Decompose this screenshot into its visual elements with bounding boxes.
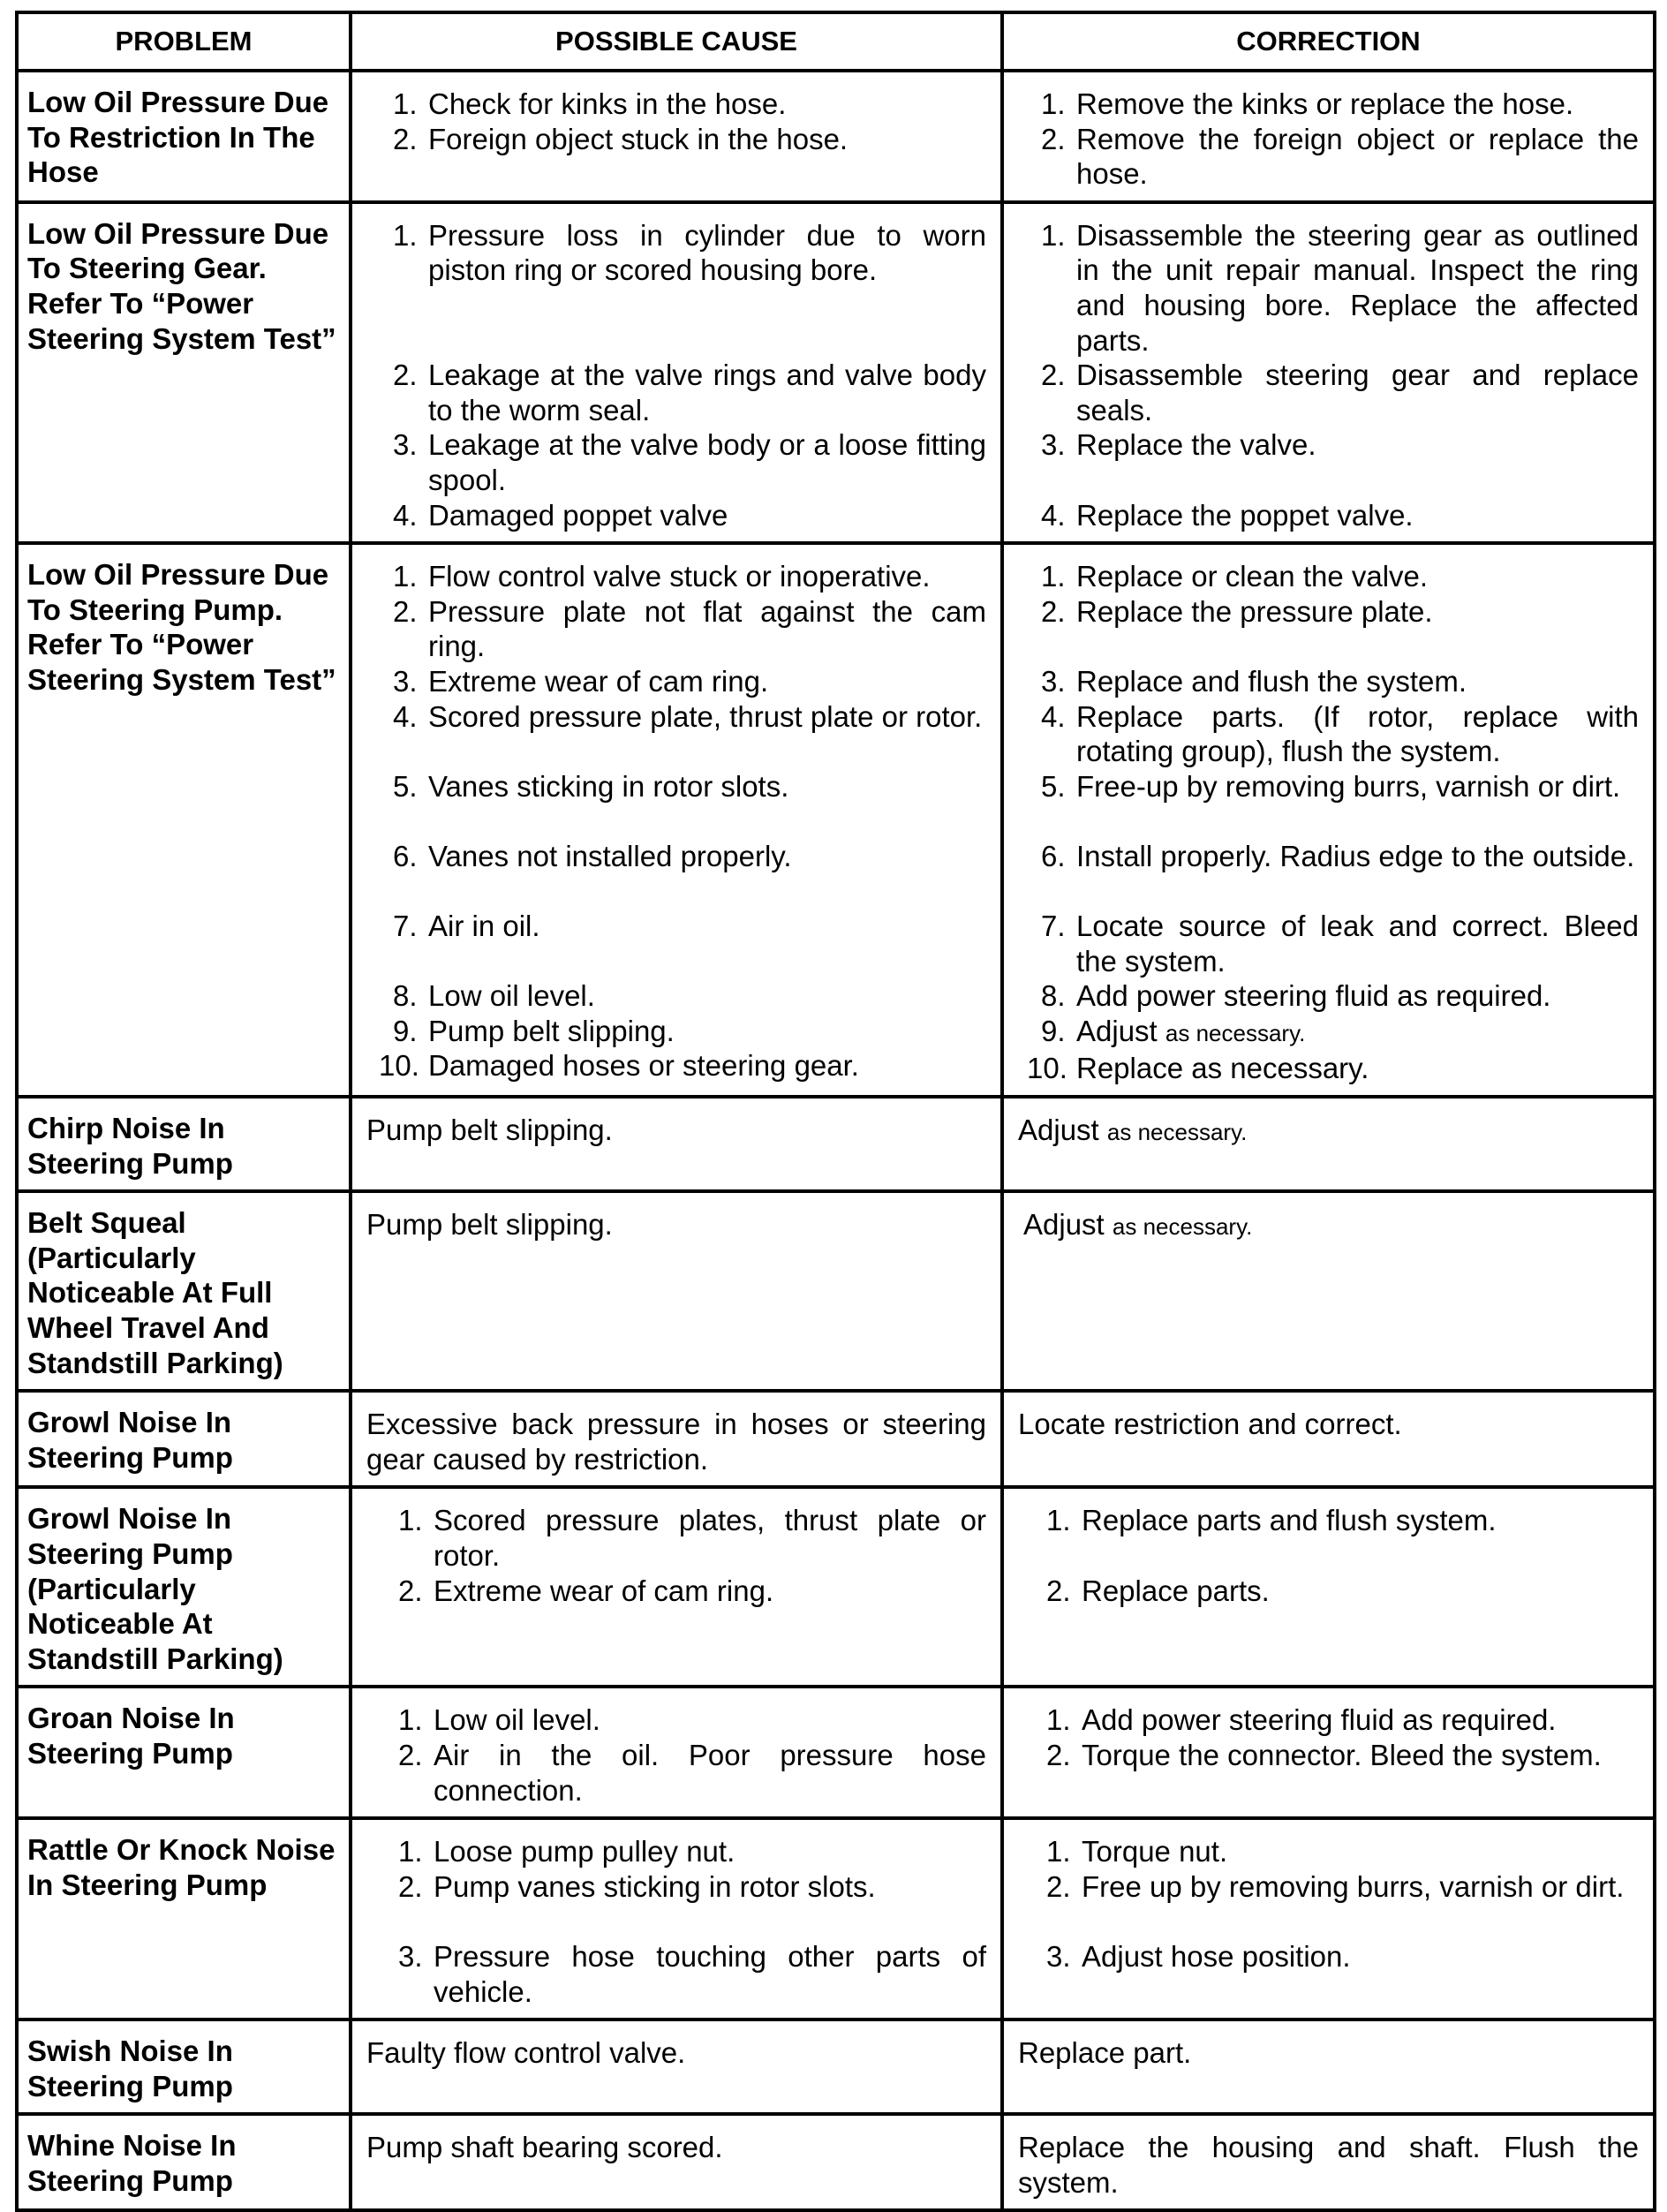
cause-cell	[352, 1489, 1004, 1685]
item-number: 1.	[398, 1703, 423, 1737]
item-number: 4.	[1041, 498, 1066, 532]
header-problem: PROBLEM	[19, 14, 352, 69]
list-item	[393, 218, 986, 358]
cause-text: Pump shaft bearing scored.	[366, 2131, 723, 2164]
cause-cell	[352, 545, 1004, 1095]
item-text: Pressure plate not flat against the cam ring.	[428, 594, 986, 663]
list-item	[393, 699, 986, 769]
list-item	[1027, 1051, 1639, 1086]
item-text: Loose pump pulley nut.	[434, 1835, 735, 1868]
table-row	[19, 1393, 1653, 1489]
cause-text: Faulty flow control valve.	[366, 2036, 686, 2070]
item-text: Low oil level.	[434, 1703, 600, 1737]
list-item	[1041, 699, 1639, 769]
item-number: 3.	[1046, 1939, 1071, 1973]
item-number: 8.	[393, 979, 418, 1013]
list-item	[393, 978, 986, 1014]
list-item	[1041, 909, 1639, 978]
item-text: Flow control valve stuck or inoperative.	[428, 560, 931, 593]
item-text: Replace parts. (If rotor, replace with rotating group), flush the system.	[1076, 699, 1639, 768]
cause-text: Excessive back pressure in hoses or steering gear caused by restriction.	[366, 1408, 986, 1476]
correction-cell	[1004, 2021, 1653, 2112]
item-number: 1.	[393, 560, 418, 593]
item-text: Free up by removing burrs, varnish or dirt.	[1082, 1869, 1625, 1903]
item-number: 1.	[1046, 1703, 1071, 1737]
header-correction: CORRECTION	[1236, 26, 1421, 57]
cause-cell	[352, 1393, 1004, 1485]
item-number: 2.	[393, 122, 418, 155]
table-row	[19, 72, 1653, 204]
correction-cell	[1004, 204, 1653, 541]
troubleshooting-table	[15, 11, 1656, 2212]
table-row	[19, 2116, 1653, 2208]
table-row	[19, 545, 1653, 1098]
correction-text	[1023, 1207, 1639, 1245]
item-number: 5.	[1041, 769, 1066, 803]
cause-text: Pump belt slipping.	[366, 1114, 613, 1147]
correction-text: Locate restriction and correct.	[1018, 1408, 1402, 1441]
table-row	[19, 2021, 1653, 2116]
item-number: 2.	[393, 359, 418, 392]
item-text: Leakage at the valve body or a loose fitting spool.	[428, 428, 986, 496]
problem-cell: Belt Squeal (Particularly Noticeable At Full Wheel Travel And Standstill Parking)	[19, 1193, 352, 1389]
list-item	[393, 664, 986, 699]
item-number: 8.	[1041, 979, 1066, 1013]
item-text: Vanes sticking in rotor slots.	[428, 769, 789, 803]
item-text: Check for kinks in the hose.	[428, 87, 787, 120]
item-number: 2.	[1046, 1738, 1071, 1771]
table-row	[19, 1193, 1653, 1393]
problem-cell: Growl Noise In Steering Pump	[19, 1393, 352, 1485]
list-item	[1046, 1939, 1639, 1974]
list-item	[398, 1702, 986, 1738]
list-item	[1041, 122, 1639, 192]
item-text: Remove the kinks or replace the hose.	[1076, 87, 1574, 120]
problem-cell: Low Oil Pressure Due To Restriction In The Hose	[19, 72, 352, 200]
correction-small: as necessary.	[1112, 1213, 1253, 1241]
item-text: Scored pressure plate, thrust plate or rotor.	[428, 699, 983, 733]
item-text	[1076, 1014, 1639, 1052]
list-item	[393, 909, 986, 978]
item-number: 2.	[1041, 594, 1066, 628]
list-item	[1046, 1574, 1639, 1609]
item-text: Air in the oil. Poor pressure hose connection.	[434, 1738, 986, 1807]
item-text: Disassemble the steering gear as outlined in the unit repair manual. Inspect the ring and housing bore. Replace the affected parts.	[1076, 218, 1639, 357]
cause-cell	[352, 2021, 1004, 2112]
item-text: Extreme wear of cam ring.	[428, 664, 769, 698]
item-text: Replace or clean the valve.	[1076, 560, 1429, 593]
cause-cell	[352, 72, 1004, 200]
item-text: Damaged hoses or steering gear.	[428, 1049, 859, 1083]
list-item	[1041, 839, 1639, 909]
table-row	[19, 204, 1653, 545]
table-row	[19, 1489, 1653, 1688]
item-number: 10.	[1027, 1052, 1067, 1085]
correction-cell	[1004, 1688, 1653, 1816]
item-text: Add power steering fluid as required.	[1082, 1703, 1557, 1737]
item-number: 9.	[1041, 1014, 1066, 1047]
list-item	[1041, 978, 1639, 1014]
correction-cell	[1004, 1193, 1653, 1389]
item-number: 2.	[1041, 359, 1066, 392]
item-text: Remove the foreign object or replace the hose.	[1076, 122, 1639, 191]
problem-cell: Growl Noise In Steering Pump (Particularly Noticeable At Standstill Parking)	[19, 1489, 352, 1685]
item-text: Scored pressure plates, thrust plate or rotor.	[434, 1504, 986, 1572]
cause-cell	[352, 204, 1004, 541]
item-text: Locate source of leak and correct. Bleed the system.	[1076, 910, 1639, 978]
correction-cell	[1004, 2116, 1653, 2208]
item-text: Torque the connector. Bleed the system.	[1082, 1738, 1602, 1771]
list-item	[393, 769, 986, 839]
item-text: Add power steering fluid as required.	[1076, 979, 1551, 1013]
correction-cell	[1004, 545, 1653, 1095]
list-item	[1041, 1014, 1639, 1052]
item-text: Vanes not installed properly.	[428, 839, 792, 872]
item-text: Air in oil.	[428, 910, 540, 943]
item-text: Pressure hose touching other parts of vehicle.	[434, 1939, 986, 2008]
item-number: 9.	[393, 1014, 418, 1047]
correction-cell	[1004, 72, 1653, 200]
item-text: Adjust hose position.	[1082, 1939, 1351, 1973]
correction-cell	[1004, 1098, 1653, 1189]
item-number: 1.	[1041, 218, 1066, 252]
cause-cell	[352, 1820, 1004, 2018]
item-number: 1.	[1046, 1504, 1071, 1537]
list-item	[393, 1014, 986, 1049]
list-item	[398, 1738, 986, 1808]
item-number: 2.	[398, 1738, 423, 1771]
correction-text: Replace part.	[1018, 2036, 1192, 2070]
list-item	[393, 358, 986, 427]
item-number: 1.	[398, 1504, 423, 1537]
item-text: Foreign object stuck in the hose.	[428, 122, 849, 155]
item-number: 1.	[393, 87, 418, 120]
item-text: Replace the valve.	[1076, 428, 1316, 462]
list-item	[1046, 1503, 1639, 1573]
correction-text	[1018, 1113, 1639, 1151]
problem-cell: Low Oil Pressure Due To Steering Pump. Refer To “Power Steering System Test”	[19, 545, 352, 1095]
list-item	[1041, 559, 1639, 594]
problem-cell: Chirp Noise In Steering Pump	[19, 1098, 352, 1189]
list-item	[398, 1503, 986, 1573]
item-number: 1.	[1046, 1835, 1071, 1868]
item-text: Replace and flush the system.	[1076, 664, 1467, 698]
item-text: Install properly. Radius edge to the outside.	[1076, 839, 1635, 872]
item-number: 3.	[1041, 664, 1066, 698]
list-item	[1041, 594, 1639, 664]
list-item	[1046, 1702, 1639, 1738]
cause-cell	[352, 2116, 1004, 2208]
cause-cell	[352, 1688, 1004, 1816]
table-header	[19, 14, 1653, 72]
item-number: 7.	[393, 910, 418, 943]
correction-cell	[1004, 1820, 1653, 2018]
correction-text: Replace the housing and shaft. Flush the system.	[1018, 2131, 1639, 2199]
item-text: Pump vanes sticking in rotor slots.	[434, 1869, 876, 1903]
table-row	[19, 1820, 1653, 2021]
item-number: 4.	[393, 498, 418, 532]
item-number: 2.	[393, 594, 418, 628]
item-number: 7.	[1041, 910, 1066, 943]
problem-cell: Swish Noise In Steering Pump	[19, 2021, 352, 2112]
item-text: Replace parts.	[1082, 1574, 1270, 1607]
list-item	[393, 122, 986, 157]
cause-cell	[352, 1193, 1004, 1389]
correction-main: Adjust	[1018, 1114, 1099, 1147]
item-text: Free-up by removing burrs, varnish or dirt.	[1076, 769, 1621, 803]
list-item	[1046, 1869, 1639, 1939]
item-number: 3.	[1041, 428, 1066, 462]
item-number: 2.	[1046, 1574, 1071, 1607]
list-item	[393, 594, 986, 664]
list-item	[393, 839, 986, 909]
item-text: Low oil level.	[428, 979, 595, 1013]
item-number: 2.	[1046, 1869, 1071, 1903]
cause-cell	[352, 1098, 1004, 1189]
item-text: Replace the poppet valve.	[1076, 498, 1414, 532]
item-text: Leakage at the valve rings and valve body to the worm seal.	[428, 359, 986, 427]
item-number: 2.	[398, 1869, 423, 1903]
item-number: 3.	[398, 1939, 423, 1973]
list-item	[379, 1048, 986, 1083]
item-number: 2.	[398, 1574, 423, 1607]
problem-cell: Whine Noise In Steering Pump	[19, 2116, 352, 2208]
list-item	[1041, 427, 1639, 497]
item-text-small: as necessary.	[1165, 1019, 1306, 1046]
list-item	[1041, 769, 1639, 839]
item-number: 2.	[1041, 122, 1066, 155]
list-item	[1041, 218, 1639, 358]
problem-cell: Groan Noise In Steering Pump	[19, 1688, 352, 1816]
problem-cell: Low Oil Pressure Due To Steering Gear. Refer To “Power Steering System Test”	[19, 204, 352, 541]
list-item	[398, 1939, 986, 2009]
list-item	[1046, 1738, 1639, 1808]
list-item	[398, 1574, 986, 1609]
item-number: 6.	[393, 839, 418, 872]
correction-cell	[1004, 1489, 1653, 1685]
list-item	[1041, 87, 1639, 122]
item-number: 4.	[1041, 699, 1066, 733]
list-item	[1041, 498, 1639, 533]
list-item	[1046, 1834, 1639, 1869]
list-item	[398, 1869, 986, 1939]
problem-cell: Rattle Or Knock Noise In Steering Pump	[19, 1820, 352, 2018]
item-text: Replace the pressure plate.	[1076, 594, 1433, 628]
list-item	[393, 427, 986, 497]
item-number: 5.	[393, 769, 418, 803]
item-text-main: Adjust	[1076, 1014, 1158, 1047]
item-text: Pressure loss in cylinder due to worn piston ring or scored housing bore.	[428, 218, 986, 287]
list-item	[398, 1834, 986, 1869]
table-row	[19, 1098, 1653, 1193]
item-number: 6.	[1041, 839, 1066, 872]
item-text: Replace parts and flush system.	[1082, 1504, 1497, 1537]
correction-small: as necessary.	[1106, 1119, 1248, 1146]
list-item	[393, 87, 986, 122]
item-number: 1.	[1041, 560, 1066, 593]
item-number: 10.	[379, 1049, 419, 1083]
item-number: 4.	[393, 699, 418, 733]
list-item	[1041, 664, 1639, 699]
item-number: 1.	[393, 218, 418, 252]
item-text: Pump belt slipping.	[428, 1014, 675, 1047]
list-item	[393, 498, 986, 533]
header-possible-cause: POSSIBLE CAUSE	[352, 14, 1004, 69]
list-item	[393, 559, 986, 594]
table-row	[19, 1688, 1653, 1820]
item-number: 3.	[393, 428, 418, 462]
correction-cell	[1004, 1393, 1653, 1485]
cause-text: Pump belt slipping.	[366, 1208, 613, 1242]
item-number: 1.	[398, 1835, 423, 1868]
item-text: Torque nut.	[1082, 1835, 1228, 1868]
item-text: Replace as necessary.	[1076, 1052, 1369, 1085]
item-number: 1.	[1041, 87, 1066, 120]
item-text: Damaged poppet valve	[428, 498, 728, 532]
item-text: Disassemble steering gear and replace seals.	[1076, 359, 1639, 427]
correction-main: Adjust	[1023, 1208, 1105, 1242]
list-item	[1041, 358, 1639, 427]
item-number: 3.	[393, 664, 418, 698]
item-text: Extreme wear of cam ring.	[434, 1574, 774, 1607]
